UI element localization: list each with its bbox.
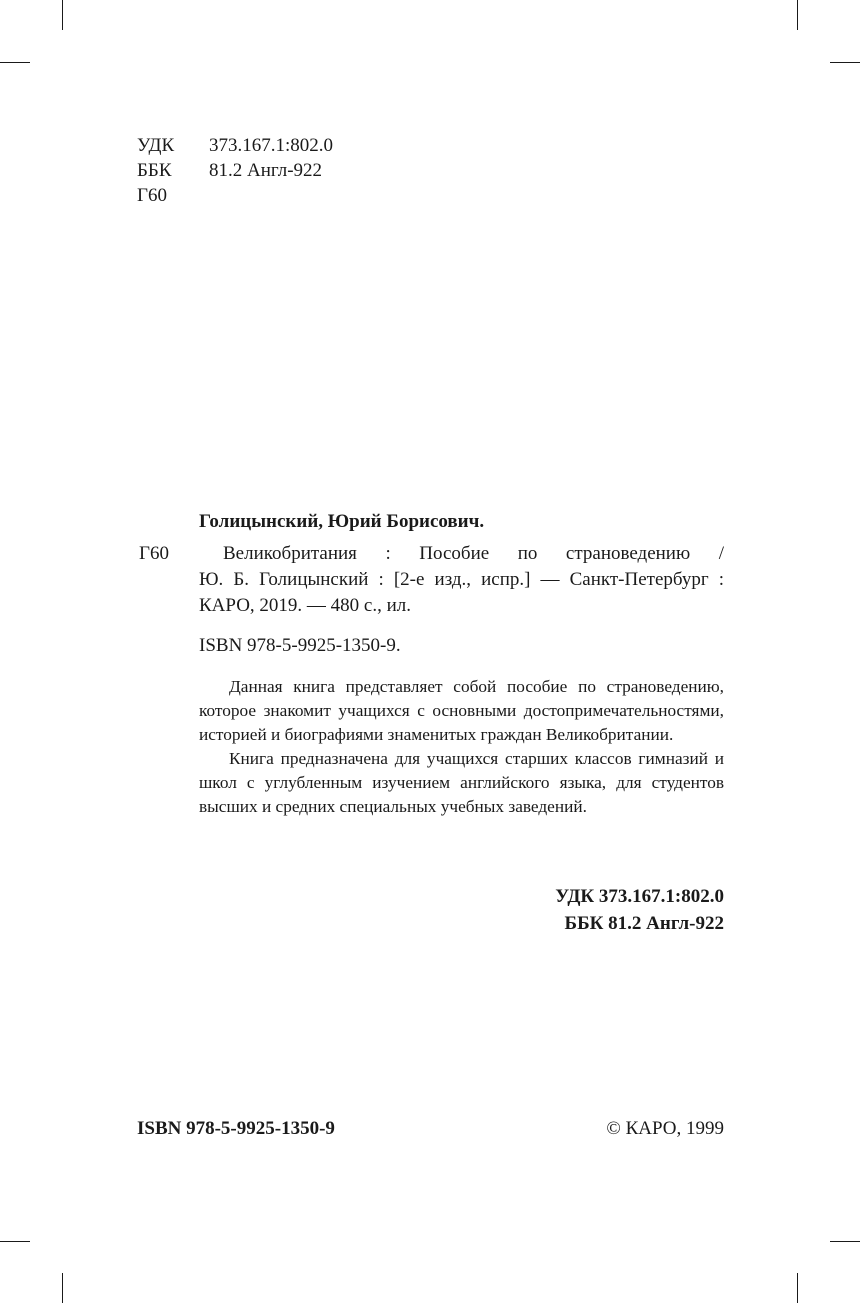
annotation: [199, 675, 724, 819]
description-line: КАРО, 2019. — 480 с., ил.: [199, 595, 411, 616]
author-mark: Г60: [137, 185, 167, 206]
catalog-author: Голицынский, Юрий Борисович.: [199, 511, 485, 532]
index-bbk: ББК 81.2 Англ-922: [564, 913, 724, 934]
footer-copyright: © КАРО, 1999: [606, 1118, 724, 1139]
annotation-paragraph: Книга предназначена для учащихся старших классов гимназий и школ с углубленным изучением английского языка, для студентов высших и средних специальных учебных заведений.: [199, 749, 724, 816]
bbk-value: 81.2 Англ-922: [209, 160, 323, 181]
crop-mark-bottom-right: [797, 1273, 798, 1303]
catalog-description: [199, 541, 724, 619]
author-mark-row: [137, 183, 333, 208]
crop-mark-bottom-left: [62, 1273, 63, 1303]
index-udk: УДК 373.167.1:802.0: [555, 886, 724, 907]
footer-isbn: ISBN 978-5-9925-1350-9: [137, 1118, 335, 1139]
udk-value: 373.167.1:802.0: [209, 135, 334, 156]
bbk-row: [137, 158, 333, 183]
crop-mark-right-bottom: [830, 1241, 860, 1242]
catalog-author-mark: Г60: [139, 543, 169, 564]
crop-mark-left-top: [0, 62, 30, 63]
bbk-label: ББК: [137, 160, 172, 181]
description-line: Великобритания : Пособие по страноведению /: [223, 543, 724, 564]
udk-row: [137, 133, 333, 158]
catalog-isbn: ISBN 978-5-9925-1350-9.: [199, 635, 401, 656]
crop-mark-right-top: [830, 62, 860, 63]
annotation-paragraph: Данная книга представляет собой пособие по страноведению, которое знакомит учащихся с основными достопримечательностями, историей и биографиями знаменитых граждан Великобритании.: [199, 677, 724, 744]
udk-label: УДК: [137, 135, 175, 156]
crop-mark-top-right: [797, 0, 798, 30]
crop-mark-left-bottom: [0, 1241, 30, 1242]
crop-mark-top-left: [62, 0, 63, 30]
classification-codes: [137, 133, 333, 208]
index-block: [555, 883, 724, 937]
description-line: Ю. Б. Голицынский : [2-е изд., испр.] — Санкт-Петербург :: [199, 569, 724, 590]
